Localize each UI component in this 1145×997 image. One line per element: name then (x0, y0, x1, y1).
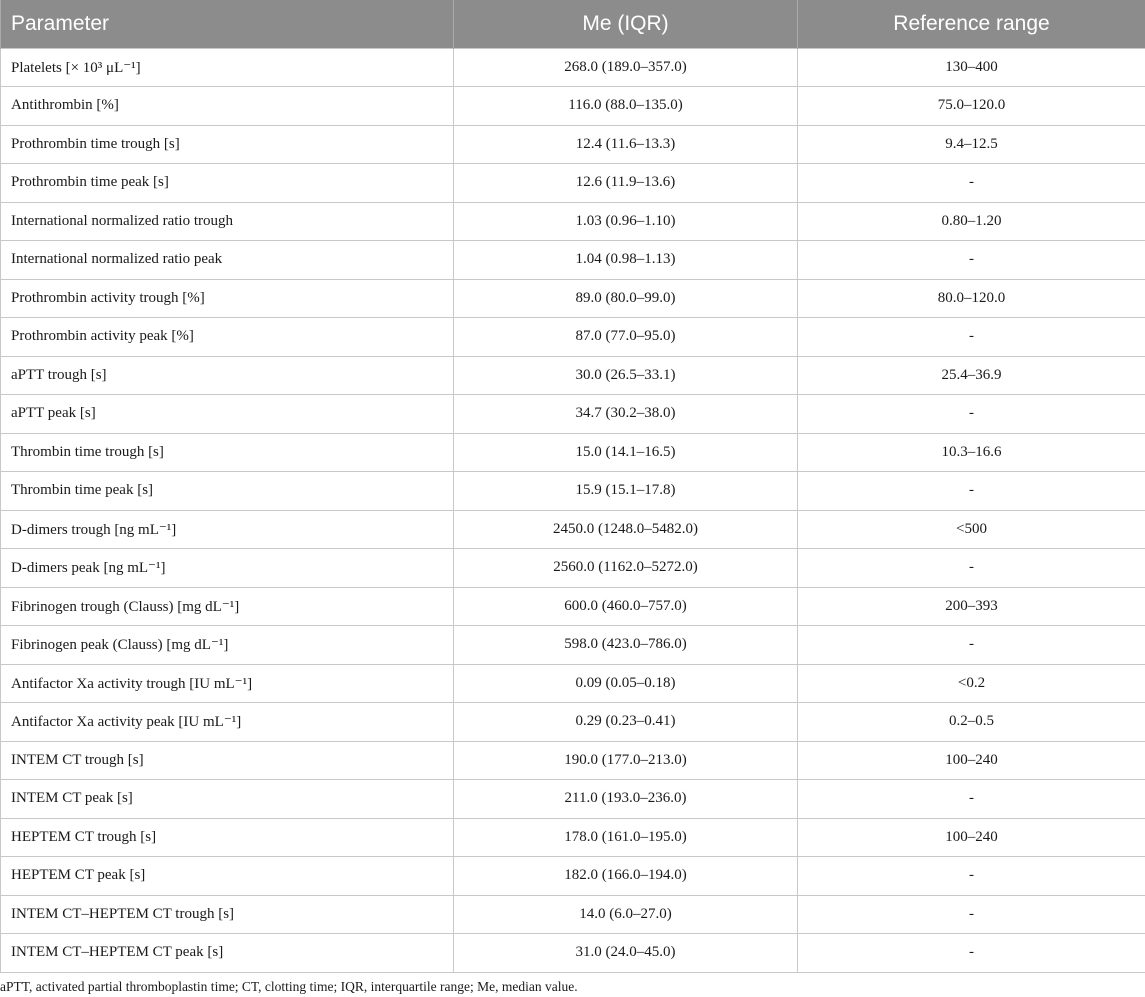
parameter-cell: Thrombin time peak [s] (1, 472, 454, 511)
parameter-cell: INTEM CT–HEPTEM CT trough [s] (1, 895, 454, 934)
reference-range-cell: 200–393 (798, 587, 1145, 626)
median-iqr-cell: 34.7 (30.2–38.0) (454, 395, 798, 434)
median-iqr-cell: 31.0 (24.0–45.0) (454, 934, 798, 973)
table-row (1, 818, 1145, 857)
median-iqr-cell: 15.9 (15.1–17.8) (454, 472, 798, 511)
table-row (1, 934, 1145, 973)
median-iqr-cell: 2450.0 (1248.0–5482.0) (454, 510, 798, 549)
parameter-cell: aPTT peak [s] (1, 395, 454, 434)
table-row (1, 664, 1145, 703)
reference-range-cell: - (798, 895, 1145, 934)
header-median-iqr: Me (IQR) (454, 0, 798, 48)
parameter-cell: aPTT trough [s] (1, 356, 454, 395)
median-iqr-cell: 14.0 (6.0–27.0) (454, 895, 798, 934)
table-row (1, 780, 1145, 819)
reference-range-cell: - (798, 472, 1145, 511)
reference-range-cell: - (798, 780, 1145, 819)
reference-range-cell: - (798, 549, 1145, 588)
parameter-cell: D-dimers peak [ng mL⁻¹] (1, 549, 454, 588)
table-row (1, 587, 1145, 626)
parameter-cell: INTEM CT–HEPTEM CT peak [s] (1, 934, 454, 973)
parameter-cell: International normalized ratio peak (1, 241, 454, 280)
median-iqr-cell: 12.6 (11.9–13.6) (454, 164, 798, 203)
parameter-cell: Prothrombin time peak [s] (1, 164, 454, 203)
table-row (1, 510, 1145, 549)
parameter-cell: Antifactor Xa activity trough [IU mL⁻¹] (1, 664, 454, 703)
median-iqr-cell: 116.0 (88.0–135.0) (454, 87, 798, 126)
reference-range-cell: 75.0–120.0 (798, 87, 1145, 126)
median-iqr-cell: 0.29 (0.23–0.41) (454, 703, 798, 742)
parameter-cell: HEPTEM CT peak [s] (1, 857, 454, 896)
reference-range-cell: 130–400 (798, 48, 1145, 87)
table-row (1, 48, 1145, 87)
reference-range-cell: 0.80–1.20 (798, 202, 1145, 241)
reference-range-cell: 0.2–0.5 (798, 703, 1145, 742)
table-row (1, 356, 1145, 395)
median-iqr-cell: 190.0 (177.0–213.0) (454, 741, 798, 780)
table-row (1, 857, 1145, 896)
median-iqr-cell: 211.0 (193.0–236.0) (454, 780, 798, 819)
table-body (1, 48, 1145, 972)
parameter-cell: INTEM CT trough [s] (1, 741, 454, 780)
reference-range-cell: - (798, 318, 1145, 357)
parameter-cell: Fibrinogen peak (Clauss) [mg dL⁻¹] (1, 626, 454, 665)
table-row (1, 395, 1145, 434)
reference-range-cell: - (798, 241, 1145, 280)
reference-range-cell: - (798, 626, 1145, 665)
reference-range-cell: <500 (798, 510, 1145, 549)
parameter-cell: Prothrombin time trough [s] (1, 125, 454, 164)
median-iqr-cell: 89.0 (80.0–99.0) (454, 279, 798, 318)
parameter-cell: Prothrombin activity trough [%] (1, 279, 454, 318)
parameter-cell: Antithrombin [%] (1, 87, 454, 126)
table-row (1, 472, 1145, 511)
header-row (1, 0, 1145, 48)
median-iqr-cell: 15.0 (14.1–16.5) (454, 433, 798, 472)
parameter-cell: Thrombin time trough [s] (1, 433, 454, 472)
table-row (1, 279, 1145, 318)
parameter-cell: Antifactor Xa activity peak [IU mL⁻¹] (1, 703, 454, 742)
reference-range-cell: - (798, 934, 1145, 973)
reference-range-cell: 100–240 (798, 741, 1145, 780)
median-iqr-cell: 12.4 (11.6–13.3) (454, 125, 798, 164)
parameter-cell: HEPTEM CT trough [s] (1, 818, 454, 857)
parameter-cell: INTEM CT peak [s] (1, 780, 454, 819)
table-footnote: aPTT, activated partial thromboplastin time; CT, clotting time; IQR, interquartile range; Me, median value. (0, 979, 578, 994)
parameter-cell: Fibrinogen trough (Clauss) [mg dL⁻¹] (1, 587, 454, 626)
reference-range-cell: 9.4–12.5 (798, 125, 1145, 164)
header-parameter: Parameter (1, 0, 454, 48)
reference-range-cell: 25.4–36.9 (798, 356, 1145, 395)
median-iqr-cell: 1.03 (0.96–1.10) (454, 202, 798, 241)
median-iqr-cell: 182.0 (166.0–194.0) (454, 857, 798, 896)
table-row (1, 703, 1145, 742)
table-row (1, 318, 1145, 357)
median-iqr-cell: 600.0 (460.0–757.0) (454, 587, 798, 626)
median-iqr-cell: 268.0 (189.0–357.0) (454, 48, 798, 87)
header-reference-range: Reference range (798, 0, 1145, 48)
reference-range-cell: 10.3–16.6 (798, 433, 1145, 472)
table-row (1, 202, 1145, 241)
reference-range-cell: <0.2 (798, 664, 1145, 703)
table-row (1, 433, 1145, 472)
table-row (1, 895, 1145, 934)
table-row (1, 164, 1145, 203)
table-row (1, 741, 1145, 780)
parameter-cell: Platelets [× 10³ μL⁻¹] (1, 48, 454, 87)
table-header (1, 0, 1145, 48)
median-iqr-cell: 1.04 (0.98–1.13) (454, 241, 798, 280)
table-row (1, 241, 1145, 280)
table-row (1, 87, 1145, 126)
reference-range-cell: - (798, 395, 1145, 434)
table-row (1, 125, 1145, 164)
reference-range-cell: 80.0–120.0 (798, 279, 1145, 318)
reference-range-cell: 100–240 (798, 818, 1145, 857)
median-iqr-cell: 0.09 (0.05–0.18) (454, 664, 798, 703)
reference-range-cell: - (798, 164, 1145, 203)
median-iqr-cell: 87.0 (77.0–95.0) (454, 318, 798, 357)
parameter-cell: Prothrombin activity peak [%] (1, 318, 454, 357)
median-iqr-cell: 2560.0 (1162.0–5272.0) (454, 549, 798, 588)
reference-range-cell: - (798, 857, 1145, 896)
table-row (1, 549, 1145, 588)
median-iqr-cell: 598.0 (423.0–786.0) (454, 626, 798, 665)
median-iqr-cell: 30.0 (26.5–33.1) (454, 356, 798, 395)
table-row (1, 626, 1145, 665)
parameter-cell: D-dimers trough [ng mL⁻¹] (1, 510, 454, 549)
parameter-cell: International normalized ratio trough (1, 202, 454, 241)
median-iqr-cell: 178.0 (161.0–195.0) (454, 818, 798, 857)
